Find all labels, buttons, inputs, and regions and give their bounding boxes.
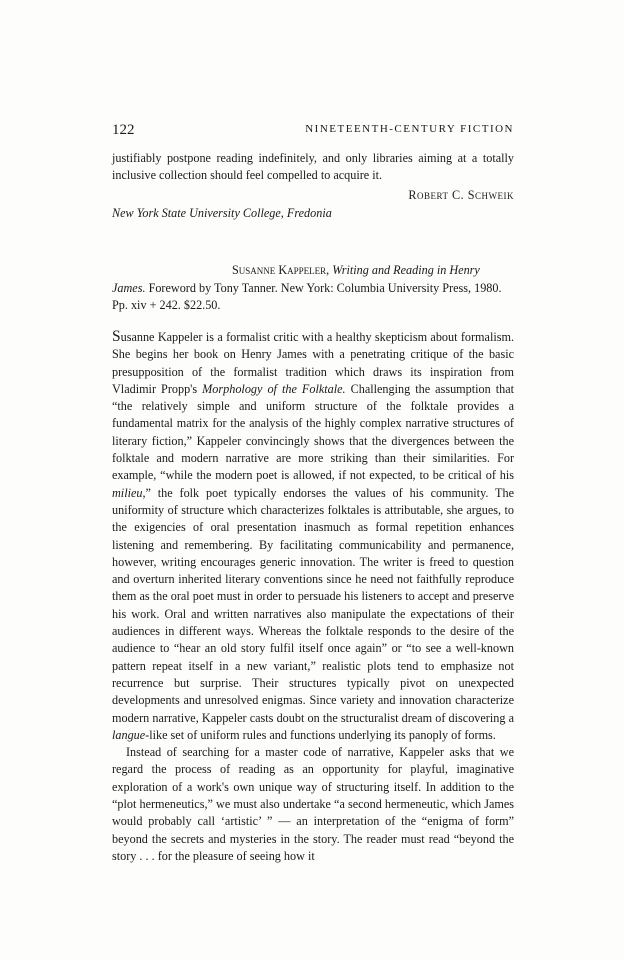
- italic-term-milieu: milieu,: [112, 485, 146, 500]
- book-citation: [112, 262, 514, 315]
- reviewer-signature: Robert C. Schweik: [408, 188, 514, 202]
- previous-review-ending: [112, 150, 514, 185]
- citation-title: Writing and Reading in Henry James.: [112, 263, 480, 295]
- review-text-segment: usanne Kappeler is a formalist critic with a healthy skepticism about formalism. She begins her book on Henry James with a penetrating critique of the basic presupposition of the formalist tradition which draws its inspiration from Vladimir Propp's: [112, 330, 514, 396]
- review-text-segment: -like set of uniform rules and functions underlying its panoply of forms.: [145, 727, 496, 742]
- page-header: [112, 122, 514, 140]
- citation-author: Susanne Kappeler,: [232, 263, 330, 277]
- review-body: [112, 328, 514, 865]
- previous-review-text: justifiably postpone reading indefinitely, and only libraries aiming at a totally inclusive collection should feel compelled to acquire it.: [112, 151, 514, 183]
- review-paragraph-2: Instead of searching for a master code of narrative, Kappeler asks that we regard the process of reading as an opportunity for playful, imaginative exploration of a work's own unique way of structuring itself. In addition to the “plot hermeneutics,” we must also undertake “a second hermeneutic, which James would probably call ‘artistic’ ” — an interpretation of the “enigma of form” beyond the secrets and mysteries in the story. The reader must read “beyond the story . . . for the pleasure of seeing how it: [112, 745, 514, 863]
- review-text-segment: Challenging the assumption that “the relatively simple and uniform structure of the folktale provides a fundamental matrix for the analysis of the highly complex narrative structures of literary fiction,” Kappeler convincingly shows that the divergences between the folktale and modern narrative are more striking than their similarities. For example, “while the modern poet is allowed, if not expected, to be critical of his: [112, 381, 515, 483]
- book-title-morphology: Morphology of the Folktale.: [202, 381, 346, 396]
- review-paragraph-1: [112, 328, 514, 744]
- page-number: 122: [112, 122, 135, 138]
- running-head: NINETEENTH-CENTURY FICTION: [305, 123, 514, 135]
- citation-details: Foreword by Tony Tanner. New York: Columbia University Press, 1980. Pp. xiv + 242. $22.50.: [112, 280, 502, 312]
- italic-term-langue: langue: [112, 727, 146, 742]
- reviewer-affiliation: New York State University College, Fredonia: [112, 206, 332, 220]
- review-text-segment: ” the folk poet typically endorses the values of his community. The uniformity of structure which characterizes folktales is attributable, she argues, to the exigencies of oral presentation inasmuch as formal repetition enhances listening and remembering. By facilitating communicability and permanence, however, writing encourages generic innovation. The writer is freed to question and overturn inherited literary conventions since he need not faithfully reproduce them as the oral poet must in order to persuade his listeners to accept and preserve his work. Oral and written narratives also manipulate the expectations of their audiences in different ways. Whereas the folktale responds to the desire of the audience to “hear an old story fulfil itself once again” or “to see a well-known pattern repeat itself in a new variant,” realistic plots tend to emphasize not recurrence but surprise. Their structures typically pivot on unexpected developments and unresolved enigmas. Since variety and innovation characterize modern narrative, Kappeler casts doubt on the structuralist dream of discovering a: [112, 485, 514, 725]
- drop-cap: S: [112, 328, 121, 345]
